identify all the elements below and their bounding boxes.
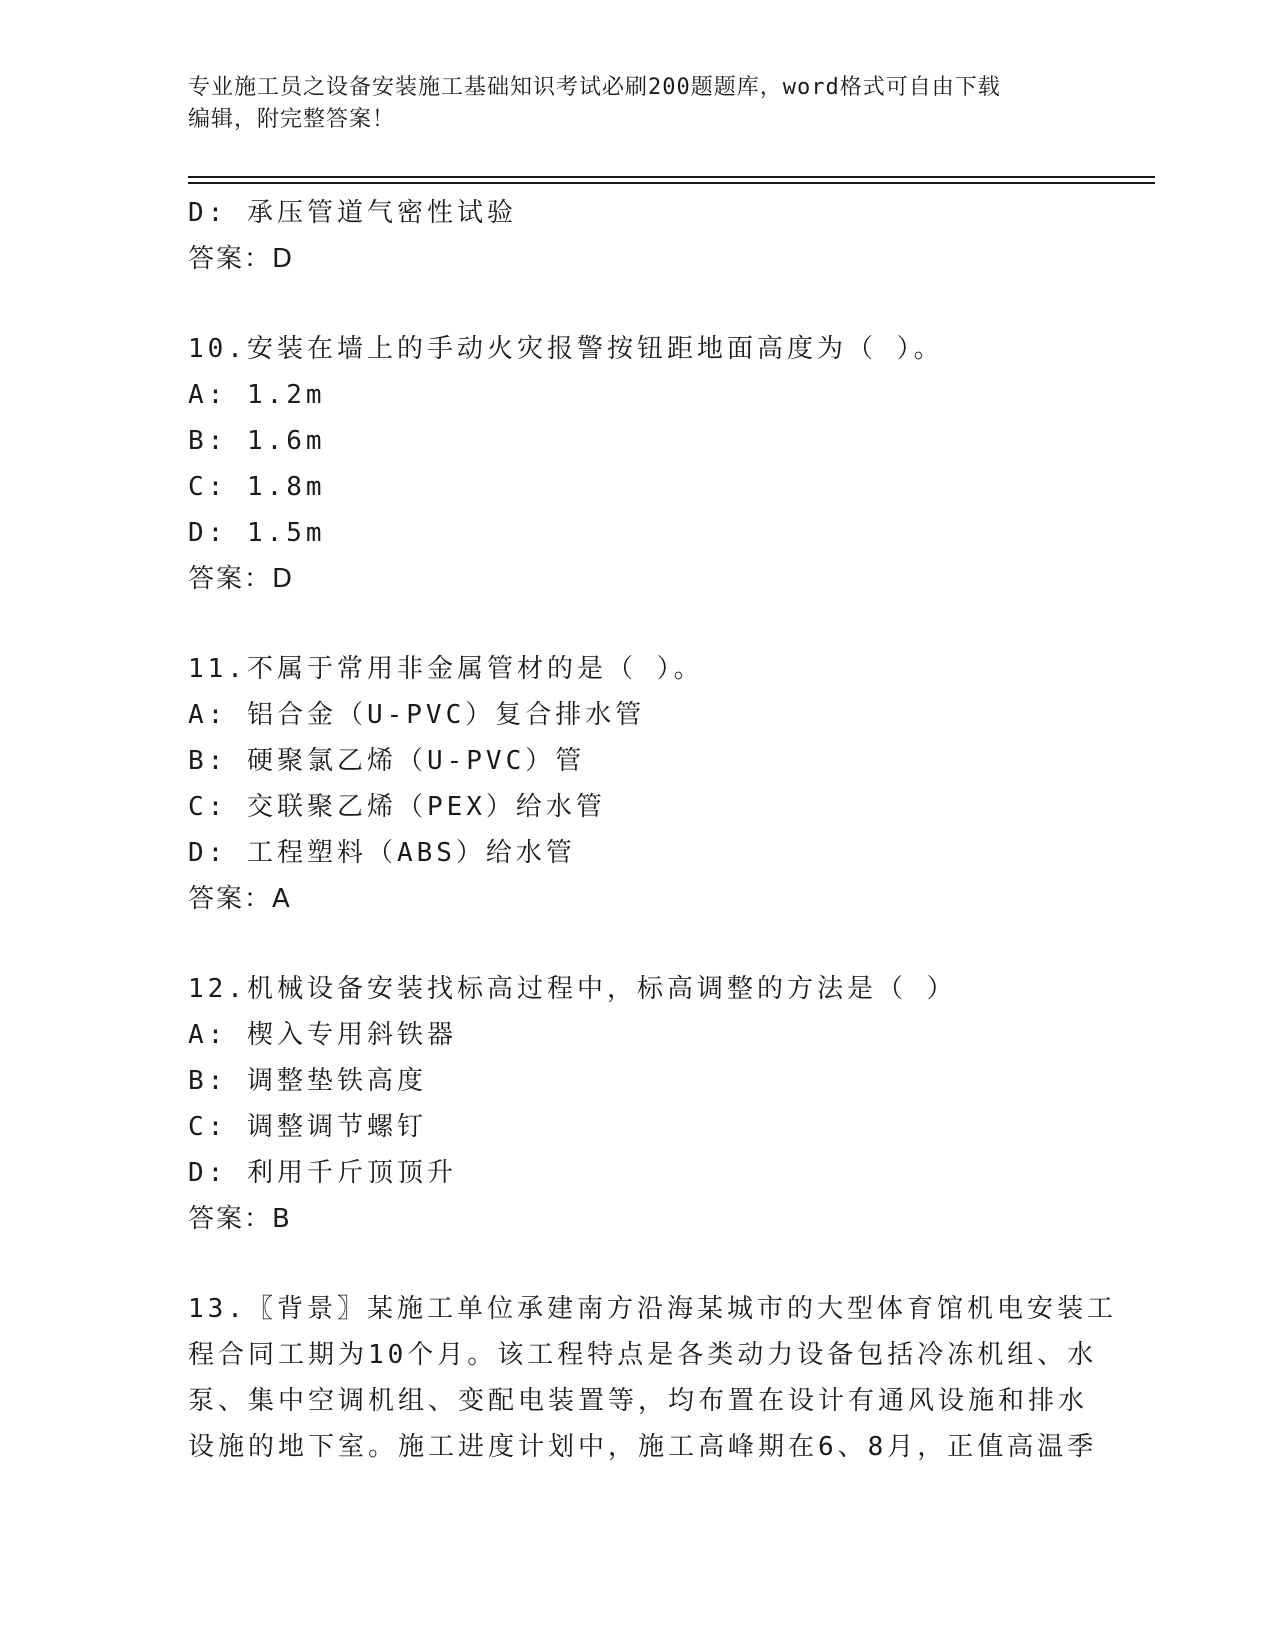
prev-answer: 答案：D [188, 244, 295, 274]
question-11 [188, 646, 1088, 922]
header-rule-top [188, 176, 1155, 178]
question-13-line-3: 泵、集中空调机组、变配电装置等，均布置在设计有通风设施和排水 [188, 1386, 1089, 1416]
question-13-line-1: 13.〖背景〗某施工单位承建南方沿海某城市的大型体育馆机电安装工 [188, 1294, 1117, 1324]
question-13-line-2: 程合同工期为10个月。该工程特点是各类动力设备包括冷冻机组、水 [188, 1340, 1098, 1370]
option-c: C: 交联聚乙烯（PEX）给水管 [188, 792, 606, 822]
header-rule-bottom [188, 182, 1155, 184]
header-title-line-1: 专业施工员之设备安装施工基础知识考试必刷200题题库，word格式可自由下载 [188, 75, 1001, 100]
answer: 答案：A [188, 884, 292, 914]
question-stem: 12.机械设备安装找标高过程中，标高调整的方法是（ ） [188, 974, 957, 1004]
answer: 答案：B [188, 1204, 292, 1234]
question-13 [188, 1286, 1117, 1470]
option-c: C: 1.8m [188, 472, 326, 502]
document-body [188, 190, 1117, 1470]
question-stem: 11.不属于常用非金属管材的是（ ）。 [188, 654, 704, 684]
option-c: C: 调整调节螺钉 [188, 1112, 427, 1142]
question-10 [188, 326, 1088, 602]
option-a: A: 铝合金（U-PVC）复合排水管 [188, 700, 646, 730]
option-b: B: 调整垫铁高度 [188, 1066, 427, 1096]
question-12 [188, 966, 1088, 1242]
option-a: A: 楔入专用斜铁器 [188, 1020, 457, 1050]
prev-option-d: D: 承压管道气密性试验 [188, 198, 517, 228]
option-b: B: 1.6m [188, 426, 326, 456]
option-b: B: 硬聚氯乙烯（U-PVC）管 [188, 746, 586, 776]
option-a: A: 1.2m [188, 380, 326, 410]
question-stem: 10.安装在墙上的手动火灾报警按钮距地面高度为（ ）。 [188, 334, 944, 364]
option-d: D: 利用千斤顶顶升 [188, 1158, 457, 1188]
option-d: D: 工程塑料（ABS）给水管 [188, 838, 576, 868]
option-d: D: 1.5m [188, 518, 326, 548]
question-13-line-4: 设施的地下室。施工进度计划中，施工高峰期在6、8月，正值高温季 [188, 1432, 1098, 1462]
header-title-line-2: 编辑，附完整答案！ [188, 107, 396, 132]
document-header [188, 72, 1088, 136]
answer: 答案：D [188, 564, 295, 594]
